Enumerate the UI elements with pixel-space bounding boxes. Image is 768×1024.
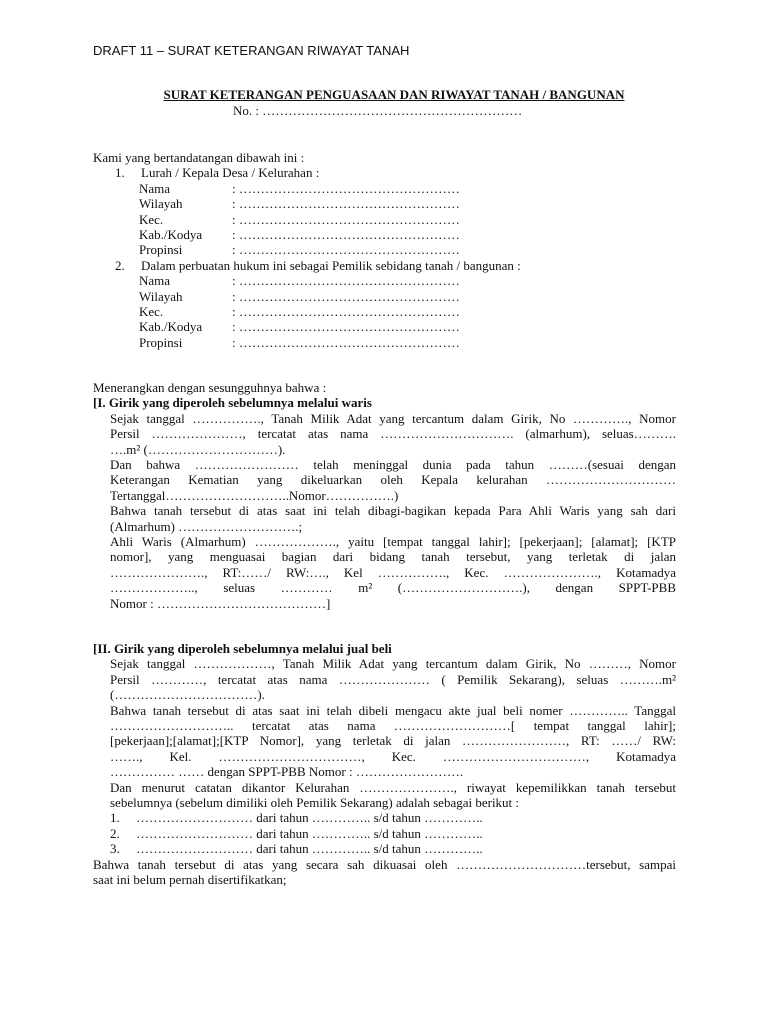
list-item: 3. ……………………… dari tahun ………….. s/d tahun ………….. <box>110 841 483 857</box>
party-1-field: Kec. : …………………………………………… <box>139 211 460 227</box>
party-1-field: Propinsi : …………………………………………… <box>139 242 460 258</box>
party-2-field: Nama : …………………………………………… <box>139 273 460 289</box>
party-1-field: Kab./Kodya : …………………………………………… <box>139 227 460 243</box>
section-1-heading: [I. Girik yang diperoleh sebelumnya melalui waris <box>93 395 372 411</box>
section-2-paragraph: Sejak tanggal ………………, Tanah Milik Adat yang tercantum dalam Girik, No ………, Nomor Persil …………, tercatat atas nama ………………… ( Pemilik Sekarang), seluas ……….m² (……………………………). <box>110 656 676 703</box>
section-2-heading: [II. Girik yang diperoleh sebelumnya melalui jual beli <box>93 641 392 656</box>
party-1-field: Nama : …………………………………………… <box>139 180 460 196</box>
section-1-paragraph: Dan bahwa …………………… telah meninggal dunia pada tahun ………(sesuai dengan Keterangan Kematian yang dikeluarkan oleh Kepala kelurahan ………………………… Tertanggal………………………..Nomor…………….) <box>110 457 676 503</box>
history-list <box>110 810 676 856</box>
party-2-field: Kec. : …………………………………………… <box>139 304 460 320</box>
parties-block <box>93 150 693 350</box>
document-header: DRAFT 11 – SURAT KETERANGAN RIWAYAT TANAH <box>93 43 410 58</box>
party-2-field: Propinsi : …………………………………………… <box>139 334 460 350</box>
party-2 <box>93 258 693 350</box>
party-1-number: 1. <box>115 165 125 181</box>
party-1-heading: Lurah / Kepala Desa / Kelurahan : <box>141 165 320 181</box>
party-2-field: Kab./Kodya : …………………………………………… <box>139 319 460 335</box>
party-2-number: 2. <box>115 257 125 273</box>
party-2-heading: Dalam perbuatan hukum ini sebagai Pemilik sebidang tanah / bangunan : <box>141 257 521 273</box>
section-1 <box>93 380 676 611</box>
intro-text: Kami yang bertandatangan dibawah ini : <box>93 150 305 165</box>
section-1-paragraph: Bahwa tanah tersebut di atas saat ini telah dibagi-bagikan kepada Para Ahli Waris yang sah dari (Almarhum) ……………………….; <box>110 503 676 534</box>
document-title: SURAT KETERANGAN PENGUASAAN DAN RIWAYAT TANAH / BANGUNAN <box>163 87 625 102</box>
section-2 <box>93 641 676 888</box>
menerangkan-text: Menerangkan dengan sesungguhnya bahwa : <box>93 380 327 395</box>
section-2-paragraph: Dan menurut catatan dikantor Kelurahan …………………., riwayat kepemilikkan tanah tersebut sebelumnya (sebelum dimiliki oleh Pemilik Sekarang) adalah sebagai berikut : <box>110 779 676 811</box>
party-1-field: Wilayah : …………………………………………… <box>139 196 460 212</box>
list-item: 1. ……………………… dari tahun ………….. s/d tahun ………….. <box>110 810 483 826</box>
party-2-field: Wilayah : …………………………………………… <box>139 288 460 304</box>
closing-paragraph: Bahwa tanah tersebut di atas yang secara sah dikuasai oleh …………………………tersebut, sampai saat ini belum pernah disertifikatkan; <box>93 856 676 888</box>
section-1-paragraph: Ahli Waris (Almarhum) ………………., yaitu [tempat tanggal lahir]; [pekerjaan]; [alamat]; [KTP nomor], yang menguasai bagian dari bidang tanah tersebut, yang terletak di jalan …………………., RT:……/ RW:…., Kel ……………., Kec. …………………., Kotamadya ……………….., seluas ………… m² (……………………….), dengan SPPT-PBB Nomor : …………………………………] <box>110 534 676 611</box>
document-number: No. : …………………………………………………… <box>233 103 523 118</box>
list-item: 2. ……………………… dari tahun ………….. s/d tahun ………….. <box>110 825 483 841</box>
party-1 <box>93 165 693 257</box>
section-2-paragraph: Bahwa tanah tersebut di atas saat ini telah dibeli mengacu akte jual beli nomer ………….. Tanggal ……………………….. tercatat atas nama ………………………[ tempat tanggal lahir]; [pekerjaan];[alamat];[KTP Nomor], yang terletak di jalan ……………………, RT: ……/ RW: ……., Kel. ……………………………, Kec. ……………………………, Kotamadya …………… …… dengan SPPT-PBB Nomor : ……………………. <box>110 702 676 780</box>
section-1-paragraph: Sejak tanggal ……………., Tanah Milik Adat yang tercantum dalam Girik, No …………., Nomor Persil …………………, tercatat atas nama …………………………. (almarhum), seluas………. ….m² (…………………………). <box>110 410 676 457</box>
